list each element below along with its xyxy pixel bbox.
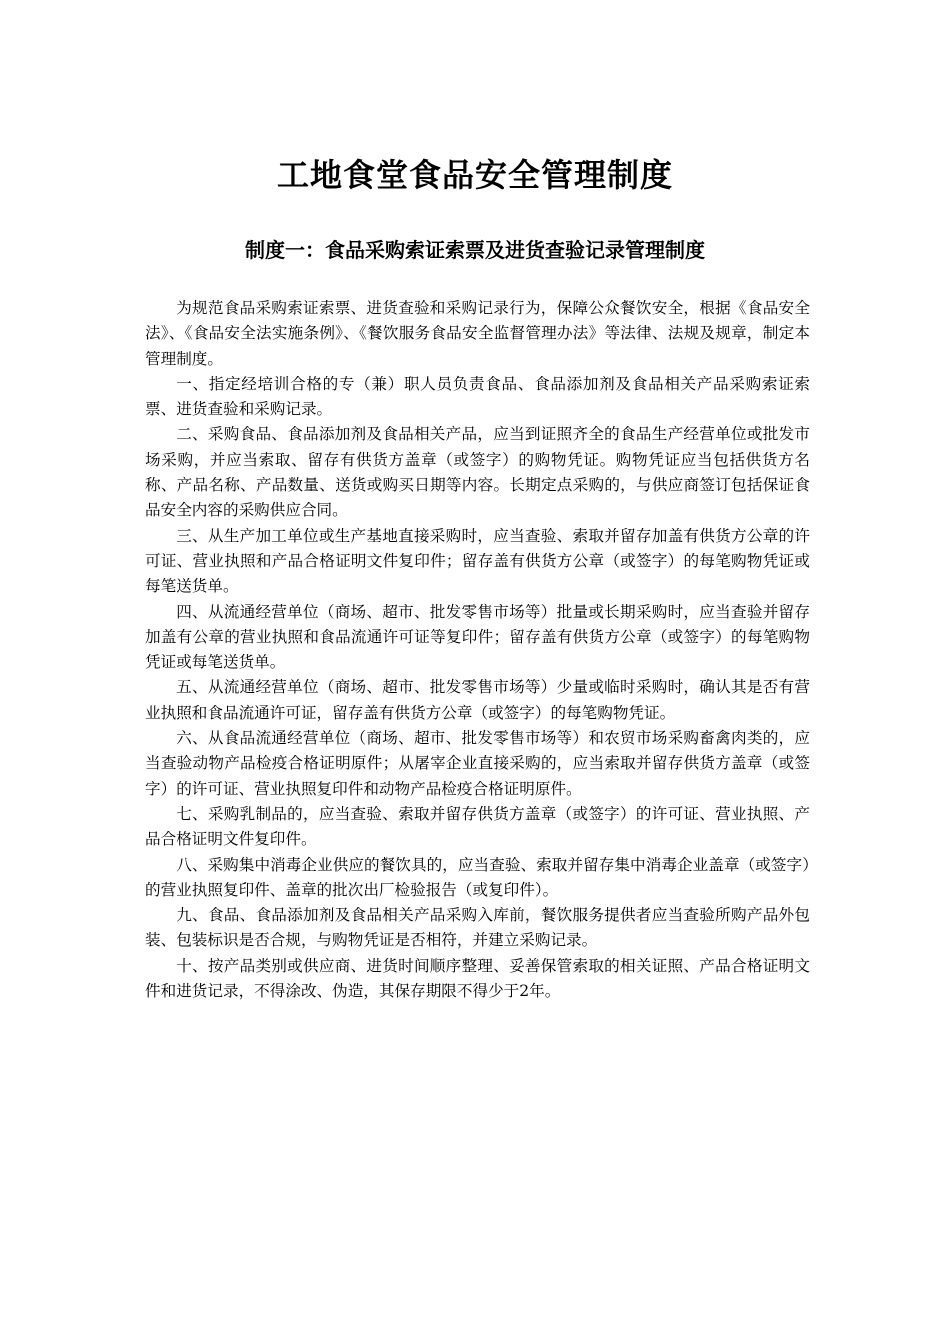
paragraph-clause-6: 六、从食品流通经营单位（商场、超市、批发零售市场等）和农贸市场采购畜禽肉类的，应当查验动物产品检疫合格证明原件；从屠宰企业直接采购的，应当索取并留存供货方盖章（或签字）的许可证、营业执照复印件和动物产品检疫合格证明原件。 bbox=[145, 729, 810, 798]
paragraph-intro: 为规范食品采购索证索票、进货查验和采购记录行为，保障公众餐饮安全，根据《食品安全法》、《食品安全法实施条例》、《餐饮服务食品安全监督管理办法》等法律、法规及规章，制定本管理制度。 bbox=[145, 299, 810, 368]
document-subtitle: 制度一：食品采购索证索票及进货查验记录管理制度 bbox=[245, 238, 705, 262]
document-body bbox=[145, 296, 810, 1004]
paragraph-clause-7: 七、采购乳制品的，应当查验、索取并留存供货方盖章（或签字）的许可证、营业执照、产品合格证明文件复印件。 bbox=[145, 804, 810, 849]
paragraph-clause-4: 四、从流通经营单位（商场、超市、批发零售市场等）批量或长期采购时，应当查验并留存加盖有公章的营业执照和食品流通许可证等复印件；留存盖有供货方公章（或签字）的每笔购物凭证或每笔送货单。 bbox=[145, 602, 810, 672]
paragraph-clause-5: 五、从流通经营单位（商场、超市、批发零售市场等）少量或临时采购时，确认其是否有营业执照和食品流通许可证，留存盖有供货方公章（或签字）的每笔购物凭证。 bbox=[145, 678, 810, 722]
paragraph-clause-8: 八、采购集中消毒企业供应的餐饮具的，应当查验、索取并留存集中消毒企业盖章（或签字）的营业执照复印件、盖章的批次出厂检验报告（或复印件）。 bbox=[145, 855, 810, 899]
paragraph-clause-10: 十、按产品类别或供应商、进货时间顺序整理、妥善保管索取的相关证照、产品合格证明文件和进货记录，不得涂改、伪造，其保存期限不得少于2年。 bbox=[145, 956, 810, 1001]
document-title: 工地食堂食品安全管理制度 bbox=[276, 156, 673, 194]
paragraph-clause-3: 三、从生产加工单位或生产基地直接采购时，应当查验、索取并留存加盖有供货方公章的许可证、营业执照和产品合格证明文件复印件；留存盖有供货方公章（或签字）的每笔购物凭证或每笔送货单。 bbox=[145, 526, 810, 596]
paragraph-clause-1: 一、指定经培训合格的专（兼）职人员负责食品、食品添加剂及食品相关产品采购索证索票、进货查验和采购记录。 bbox=[145, 374, 810, 419]
paragraph-clause-9: 九、食品、食品添加剂及食品相关产品采购入库前，餐饮服务提供者应当查验所购产品外包装、包装标识是否合规，与购物凭证是否相符，并建立采购记录。 bbox=[145, 906, 810, 950]
paragraph-clause-2: 二、采购食品、食品添加剂及食品相关产品，应当到证照齐全的食品生产经营单位或批发市场采购，并应当索取、留存有供货方盖章（或签字）的购物凭证。购物凭证应当包括供货方名称、产品名称、产品数量、送货或购买日期等内容。长期定点采购的，与供应商签订包括保证食品安全内容的采购供应合同。 bbox=[145, 425, 810, 520]
